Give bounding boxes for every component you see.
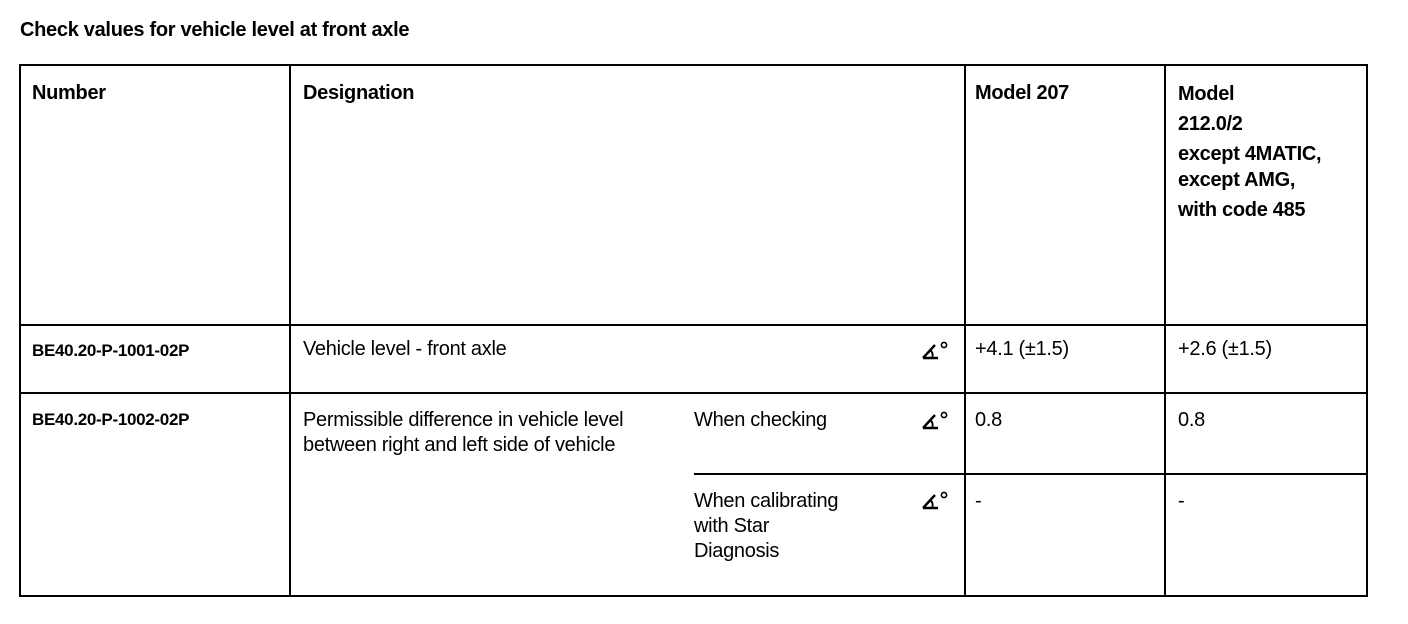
row-model-212-value: 0.8	[1178, 409, 1205, 431]
header-model-212-line: Model	[1178, 83, 1235, 105]
column-divider	[964, 66, 966, 595]
header-model-212-line: 212.0/2	[1178, 113, 1243, 135]
header-model-212	[1178, 81, 1321, 223]
row-model-212-value: +2.6 (±1.5)	[1178, 338, 1272, 360]
row-condition	[694, 489, 838, 564]
row-designation	[303, 408, 623, 458]
row-condition-line: Diagnosis	[694, 540, 780, 562]
header-model-212-line: except 4MATIC,	[1178, 143, 1322, 165]
row-model-207-value: 0.8	[975, 409, 1002, 431]
row-designation: Vehicle level - front axle	[303, 338, 507, 360]
row-condition-line: with Star	[694, 515, 770, 537]
row-model-207-value: +4.1 (±1.5)	[975, 338, 1069, 360]
row-divider	[21, 324, 1366, 326]
sub-row-divider	[694, 473, 1366, 475]
row-designation-line: between right and left side of vehicle	[303, 434, 616, 456]
header-model-212-line: except AMG,	[1178, 169, 1296, 191]
row-condition-line: When calibrating	[694, 490, 839, 512]
angle-degree-icon	[920, 410, 950, 432]
angle-degree-icon	[920, 340, 950, 362]
row-divider	[21, 392, 1366, 394]
page-title: Check values for vehicle level at front axle	[20, 19, 410, 41]
header-designation: Designation	[303, 82, 415, 104]
row-condition: When checking	[694, 409, 827, 431]
row-model-212-value: -	[1178, 490, 1185, 512]
column-divider	[1164, 66, 1166, 595]
angle-degree-icon	[920, 490, 950, 512]
row-number: BE40.20-P-1002-02P	[32, 410, 190, 429]
row-model-207-value: -	[975, 490, 982, 512]
row-designation-line: Permissible difference in vehicle level	[303, 409, 624, 431]
row-number: BE40.20-P-1001-02P	[32, 341, 190, 360]
header-number: Number	[32, 82, 106, 104]
column-divider	[289, 66, 291, 595]
header-model-212-line: with code 485	[1178, 199, 1306, 221]
check-values-table	[19, 64, 1368, 597]
header-model-207: Model 207	[975, 82, 1069, 104]
